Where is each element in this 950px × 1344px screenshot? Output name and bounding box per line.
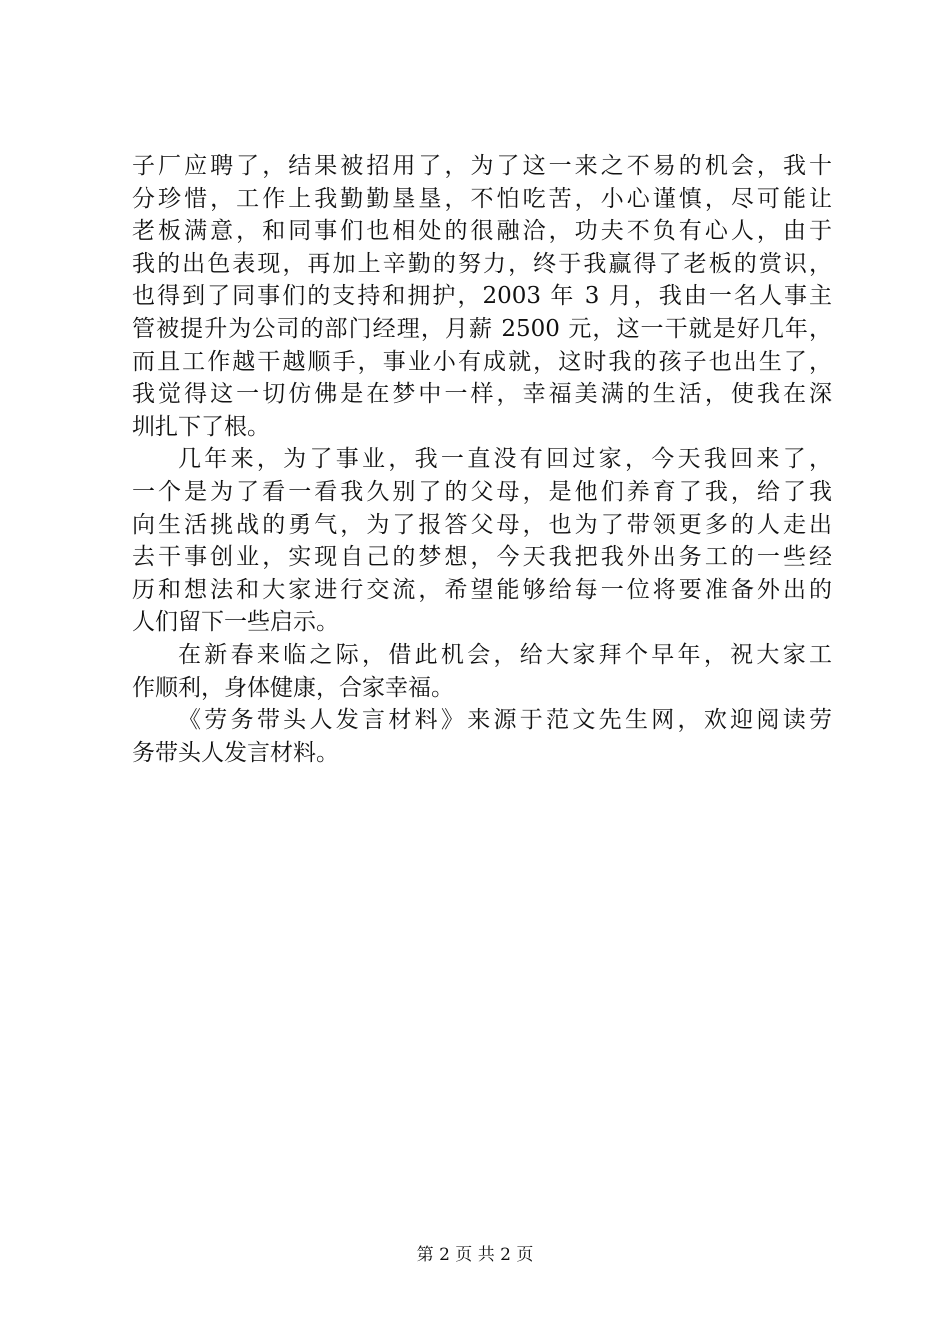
text-line: 我觉得这一切仿佛是在梦中一样，幸福美满的生活，使我在深 [132,381,832,408]
text-line: 向生活挑战的勇气，为了报答父母，也为了带领更多的人走出 [132,511,832,538]
text-line: 而且工作越干越顺手，事业小有成就，这时我的孩子也出生了， [132,348,832,375]
text-line: 管被提升为公司的部门经理，月薪 2500 元，这一干就是好几年， [132,315,832,342]
text-line: 作顺利，身体健康，合家幸福。 [132,674,454,701]
text-line: 人们留下一些启示。 [132,609,339,636]
text-line: 务带头人发言材料。 [132,739,339,766]
paragraph-2 [132,443,832,639]
text-line: 一个是为了看一看我久别了的父母，是他们养育了我，给了我 [132,478,832,505]
paragraph-4 [132,704,832,769]
paragraph-1 [132,150,832,443]
text-line: 老板满意，和同事们也相处的很融洽，功夫不负有心人，由于 [132,218,832,245]
text-line: 在新春来临之际，借此机会，给大家拜个早年，祝大家工 [178,641,832,668]
text-line: 圳扎下了根。 [132,413,270,440]
page-number-footer: 第 2 页 共 2 页 [416,1245,534,1265]
text-line: 子厂应聘了，结果被招用了，为了这一来之不易的机会，我十 [132,153,832,179]
text-line: 历和想法和大家进行交流，希望能够给每一位将要准备外出的 [132,576,832,603]
text-line: 几年来，为了事业，我一直没有回过家，今天我回来了， [178,446,832,473]
text-line: 也得到了同事们的支持和拥护，2003 年 3 月，我由一名人事主 [132,283,832,310]
text-line: 《劳务带头人发言材料》来源于范文先生网，欢迎阅读劳 [178,707,832,734]
text-line: 去干事创业，实现自己的梦想，今天我把我外出务工的一些经 [132,544,832,571]
document-body [132,150,832,769]
text-line: 分珍惜，工作上我勤勤垦垦，不怕吃苦，小心谨慎，尽可能让 [132,185,832,212]
paragraph-3 [132,639,832,704]
text-line: 我的出色表现，再加上辛勤的努力，终于我赢得了老板的赏识， [132,250,832,277]
